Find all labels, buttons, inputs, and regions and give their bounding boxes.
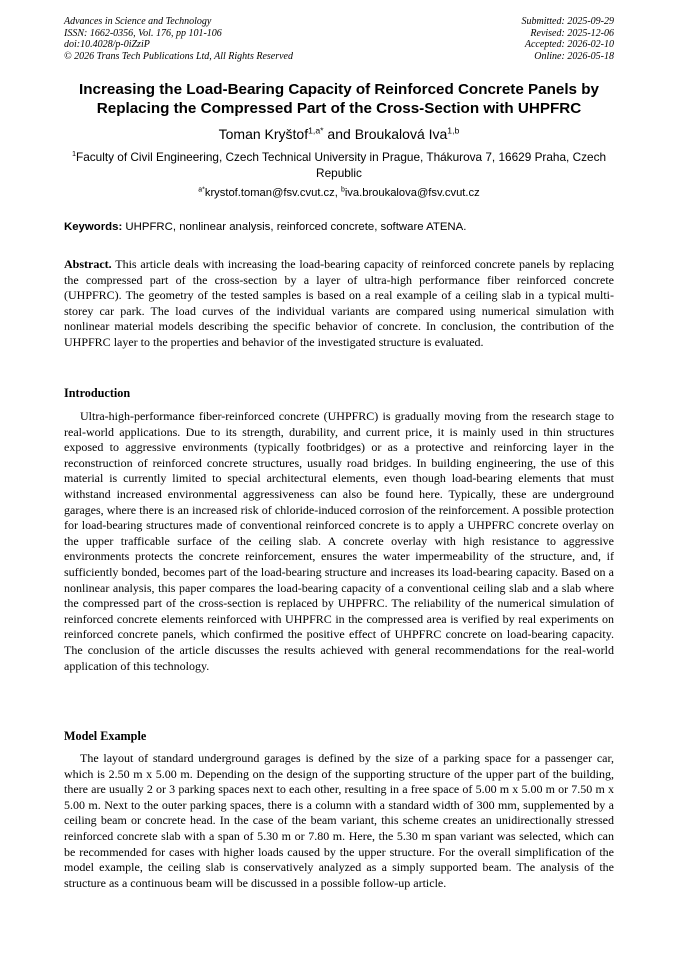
section-heading-introduction: Introduction bbox=[64, 386, 131, 400]
affiliation-mark: 1 bbox=[71, 149, 76, 159]
date-accepted: Accepted: 2026-02-10 bbox=[524, 39, 614, 51]
journal-doi: doi:10.4028/p-0iZziP bbox=[64, 39, 150, 51]
author-line bbox=[50, 125, 628, 143]
author-connector: and bbox=[323, 126, 355, 142]
affiliation-text: Faculty of Civil Engineering, Czech Technical University in Prague, Thákurova 7, 16629 Praha, Czech Republic bbox=[76, 150, 607, 180]
affiliation bbox=[60, 149, 618, 181]
email-mark: b bbox=[340, 186, 345, 194]
paper-title: Increasing the Load-Bearing Capacity of Reinforced Concrete Panels by Replacing the Compressed Part of the Cross-Section with UHPFRC bbox=[79, 81, 599, 117]
keywords-label: Keywords: bbox=[64, 221, 123, 233]
keywords bbox=[64, 220, 614, 234]
publication-dates bbox=[522, 16, 615, 62]
keywords-text: UHPFRC, nonlinear analysis, reinforced concrete, software ATENA. bbox=[122, 221, 467, 233]
author-name: Broukalová Iva bbox=[354, 126, 448, 142]
email-link[interactable]: iva.broukalova@fsv.cvut.cz bbox=[344, 187, 480, 199]
introduction-paragraph: Ultra-high-performance fiber-reinforced concrete (UHPFRC) is gradually moving from the research stage to real-world applications. Due to its strength, durability, and current price, it is mainly used in thin structures exposed to aggressive environments (typically footbridges) or as a protective and reinforcing layer in the reconstruction of reinforced concrete structures, usually road bridges. In building engineering, the use of this material is currently limited to special architectural elements, even though load-bearing elements that must withstand increased environmental aggressiveness can also be found here. Typically, these are underground garages, where there is an increased risk of chloride-induced corrosion of the reinforcement. A possible protection for load-bearing structures made of conventional reinforced concrete is to apply a UHPFRC concrete overlay on the upper trafficable surface of the ceiling slab. A concrete overlay with high resistance to aggressive environments protects the concrete reinforcement, ensures the water impermeability of the structure, and, if sufficiently bonded, becomes part of the load-bearing structure and increases its load-bearing capacity. Based on a nonlinear analysis, this paper compares the load-bearing capacity of a conventional ceiling slab and a slab where the compressed part of the cross-section is replaced by UHPFRC. The reliability of the numerical simulation of reinforced concrete elements reinforced with UHPFRC in the compressed area is verified by real experiments on reinforced concrete panels, which confirmed the positive effect of UHPFRC concrete on load-bearing capacity. The conclusion of the article discusses the results achieved with general recommendations for the real-world application of this technology. bbox=[64, 409, 614, 673]
journal-copyright: © 2026 Trans Tech Publications Ltd, All Rights Reserved bbox=[64, 50, 293, 62]
date-revised: Revised: 2025-12-06 bbox=[530, 27, 614, 39]
date-submitted: Submitted: 2025-09-29 bbox=[521, 16, 614, 27]
abstract-text: This article deals with increasing the load-bearing capacity of reinforced concrete panels by replacing the compressed part of the cross-section by a layer of ultra-high performance fiber reinforced concrete (UHPFRC). The geometry of the tested samples is based on a real example of a ceiling slab in a typical multi-storey car park. The load curves of the individual variants are compared using numerical simulation with nonlinear material models describing the specific behavior of concrete. In conclusion, the contribution of the UHPFRC layer to the properties and behavior of the investigated structure is evaluated. bbox=[64, 257, 614, 349]
journal-info bbox=[64, 16, 293, 62]
journal-name: Advances in Science and Technology bbox=[64, 16, 212, 27]
abstract-label: Abstract. bbox=[64, 257, 112, 271]
author-name: Toman Kryštof bbox=[218, 126, 309, 142]
author-emails bbox=[50, 186, 628, 200]
journal-issn: ISSN: 1662-0356, Vol. 176, pp 101-106 bbox=[64, 27, 222, 39]
section-heading-model-example: Model Example bbox=[64, 729, 147, 743]
abstract bbox=[64, 257, 614, 351]
author-affiliation-mark: 1,a* bbox=[308, 125, 324, 136]
email-mark: a* bbox=[198, 186, 205, 194]
email-link[interactable]: krystof.toman@fsv.cvut.cz, bbox=[204, 187, 341, 199]
journal-header bbox=[64, 16, 614, 62]
model-example-paragraph: The layout of standard underground garages is defined by the size of a parking space for a passenger car, which is 2.50 m x 5.00 m. Depending on the design of the supporting structure of the upper part of the building, there are usually 2 or 3 parking spaces next to each other, resulting in a free space of 5.00 m x 5.00 m or 7.50 m x 5.00 m. Next to the outer parking spaces, there is a column with a standard width of 300 mm, supplemented by a ceiling beam or concrete head. In the case of the beam variant, this scheme creates an unidirectionally stressed reinforced concrete slab with a span of 5.30 m or 7.80 m. Here, the 5.30 m span variant was selected, which can be recommended for cases with higher loads caused by the upper structure. For the overall simplification of the model example, the ceiling slab is conservatively analyzed as a simply supported beam. The analysis of the structure as a continuous beam will be discussed in a possible follow-up article. bbox=[64, 751, 614, 890]
author-affiliation-mark: 1,b bbox=[447, 125, 460, 136]
date-online: Online: 2026-05-18 bbox=[534, 50, 614, 62]
